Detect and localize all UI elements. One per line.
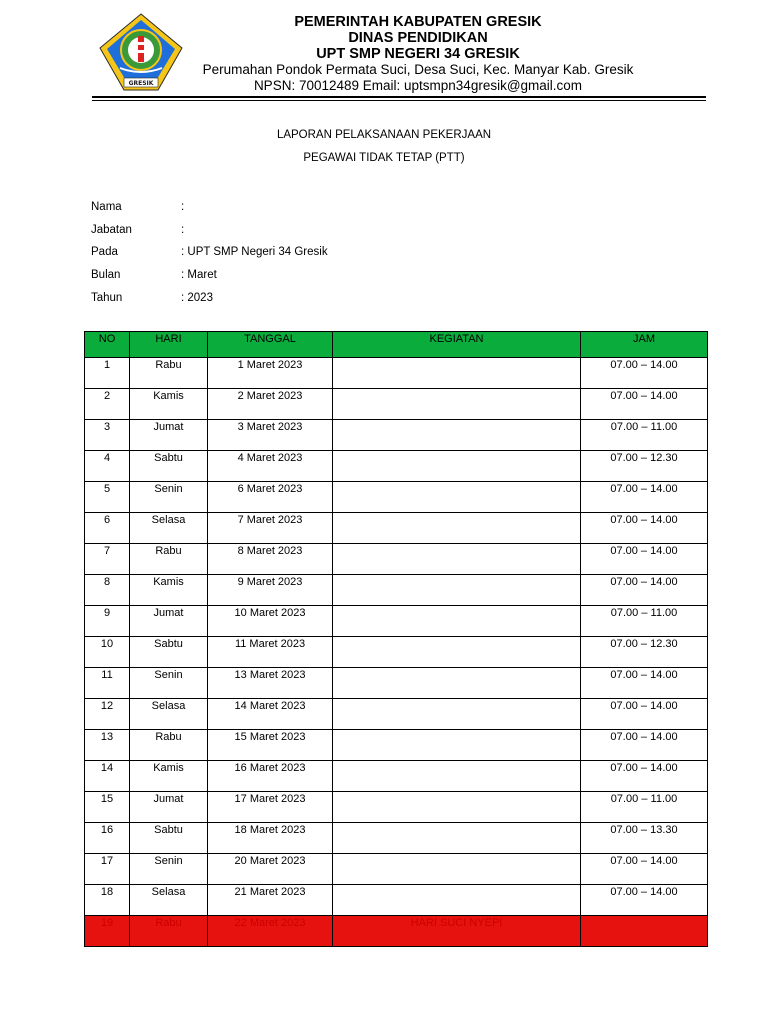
cell-no: 15: [85, 792, 130, 823]
cell-tanggal: 14 Maret 2023: [208, 699, 333, 730]
cell-tanggal: 13 Maret 2023: [208, 668, 333, 699]
school-name: UPT SMP NEGERI 34 GRESIK: [316, 46, 520, 62]
government-name: PEMERINTAH KABUPATEN GRESIK: [294, 14, 542, 30]
field-label: Pada: [91, 246, 118, 259]
letterhead-divider-thick: [92, 96, 706, 98]
cell-kegiatan: [333, 730, 581, 761]
table-row: [85, 575, 708, 606]
table-row: [85, 668, 708, 699]
cell-jam: [581, 916, 708, 947]
cell-kegiatan: [333, 854, 581, 885]
cell-tanggal: 6 Maret 2023: [208, 482, 333, 513]
cell-tanggal: 1 Maret 2023: [208, 358, 333, 389]
cell-hari: Senin: [130, 668, 208, 699]
cell-kegiatan: [333, 637, 581, 668]
cell-hari: Rabu: [130, 916, 208, 947]
cell-kegiatan: [333, 451, 581, 482]
cell-no: 3: [85, 420, 130, 451]
field-value: : UPT SMP Negeri 34 Gresik: [181, 246, 328, 259]
identity-fields: [91, 196, 328, 309]
field-value: :: [181, 201, 185, 214]
cell-no: 12: [85, 699, 130, 730]
cell-jam: 07.00 – 14.00: [581, 730, 708, 761]
letterhead-divider-thin: [92, 100, 706, 101]
cell-hari: Sabtu: [130, 823, 208, 854]
table-body: [85, 358, 708, 947]
cell-hari: Kamis: [130, 761, 208, 792]
field-value: :: [181, 223, 185, 236]
cell-jam: 07.00 – 11.00: [581, 420, 708, 451]
column-header-no: NO: [85, 332, 130, 358]
cell-kegiatan: [333, 513, 581, 544]
cell-tanggal: 20 Maret 2023: [208, 854, 333, 885]
table-row: [85, 885, 708, 916]
cell-hari: Sabtu: [130, 451, 208, 482]
cell-jam: 07.00 – 12.30: [581, 451, 708, 482]
cell-kegiatan: [333, 761, 581, 792]
cell-hari: Kamis: [130, 389, 208, 420]
field-label: Bulan: [91, 269, 121, 282]
report-subtitle: PEGAWAI TIDAK TETAP (PTT): [303, 152, 465, 164]
table-header-row: [85, 332, 708, 358]
field-jabatan: [91, 219, 328, 242]
cell-jam: 07.00 – 14.00: [581, 854, 708, 885]
table-row: [85, 637, 708, 668]
cell-kegiatan: [333, 358, 581, 389]
cell-tanggal: 2 Maret 2023: [208, 389, 333, 420]
cell-hari: Selasa: [130, 885, 208, 916]
cell-tanggal: 11 Maret 2023: [208, 637, 333, 668]
table-row: [85, 389, 708, 420]
table-row: [85, 451, 708, 482]
field-pada: [91, 241, 328, 264]
cell-hari: Rabu: [130, 544, 208, 575]
cell-kegiatan: [333, 389, 581, 420]
cell-no: 10: [85, 637, 130, 668]
department-name: DINAS PENDIDIKAN: [348, 30, 488, 46]
cell-jam: 07.00 – 14.00: [581, 358, 708, 389]
cell-no: 11: [85, 668, 130, 699]
cell-tanggal: 10 Maret 2023: [208, 606, 333, 637]
table-row: [85, 854, 708, 885]
cell-no: 1: [85, 358, 130, 389]
table-row: [85, 761, 708, 792]
cell-tanggal: 22 Maret 2023: [208, 916, 333, 947]
cell-hari: Jumat: [130, 420, 208, 451]
field-value: : 2023: [181, 291, 213, 304]
field-label: Nama: [91, 201, 122, 214]
cell-kegiatan: [333, 699, 581, 730]
cell-jam: 07.00 – 14.00: [581, 482, 708, 513]
cell-tanggal: 7 Maret 2023: [208, 513, 333, 544]
cell-hari: Sabtu: [130, 637, 208, 668]
field-bulan: [91, 264, 328, 287]
cell-kegiatan: HARI SUCI NYEPI: [333, 916, 581, 947]
field-label: Tahun: [91, 291, 123, 304]
cell-jam: 07.00 – 13.30: [581, 823, 708, 854]
school-address: Perumahan Pondok Permata Suci, Desa Suci, Kec. Manyar Kab. Gresik: [202, 62, 634, 77]
field-value: : Maret: [181, 269, 217, 282]
column-header-kegiatan: KEGIATAN: [333, 332, 581, 358]
cell-hari: Jumat: [130, 792, 208, 823]
table-row: [85, 823, 708, 854]
field-tahun: [91, 286, 328, 309]
cell-jam: 07.00 – 14.00: [581, 761, 708, 792]
cell-tanggal: 21 Maret 2023: [208, 885, 333, 916]
table-row: [85, 606, 708, 637]
cell-hari: Senin: [130, 482, 208, 513]
cell-tanggal: 17 Maret 2023: [208, 792, 333, 823]
table-row: [85, 482, 708, 513]
cell-no: 18: [85, 885, 130, 916]
school-contact: NPSN: 70012489 Email: uptsmpn34gresik@gmail.com: [253, 78, 583, 93]
table-row: [85, 544, 708, 575]
column-header-hari: HARI: [130, 332, 208, 358]
cell-no: 7: [85, 544, 130, 575]
cell-jam: 07.00 – 14.00: [581, 513, 708, 544]
field-label: Jabatan: [91, 223, 132, 236]
cell-no: 6: [85, 513, 130, 544]
cell-kegiatan: [333, 823, 581, 854]
table-row: [85, 699, 708, 730]
cell-tanggal: 8 Maret 2023: [208, 544, 333, 575]
table-row: [85, 513, 708, 544]
cell-hari: Kamis: [130, 575, 208, 606]
gresik-regency-logo: [98, 12, 184, 92]
cell-tanggal: 9 Maret 2023: [208, 575, 333, 606]
column-header-tanggal: TANGGAL: [208, 332, 333, 358]
cell-no: 2: [85, 389, 130, 420]
cell-hari: Jumat: [130, 606, 208, 637]
cell-no: 17: [85, 854, 130, 885]
cell-hari: Selasa: [130, 699, 208, 730]
column-header-jam: JAM: [581, 332, 708, 358]
cell-no: 8: [85, 575, 130, 606]
table-row: [85, 358, 708, 389]
cell-jam: 07.00 – 14.00: [581, 575, 708, 606]
cell-tanggal: 16 Maret 2023: [208, 761, 333, 792]
letterhead: [188, 14, 648, 94]
cell-tanggal: 18 Maret 2023: [208, 823, 333, 854]
cell-kegiatan: [333, 668, 581, 699]
logo-text: GRESIK: [128, 80, 154, 87]
cell-jam: 07.00 – 14.00: [581, 544, 708, 575]
cell-no: 9: [85, 606, 130, 637]
cell-jam: 07.00 – 14.00: [581, 699, 708, 730]
cell-tanggal: 4 Maret 2023: [208, 451, 333, 482]
table-row-holiday: [85, 916, 708, 947]
cell-kegiatan: [333, 420, 581, 451]
cell-tanggal: 15 Maret 2023: [208, 730, 333, 761]
table-row: [85, 420, 708, 451]
cell-kegiatan: [333, 606, 581, 637]
field-nama: [91, 196, 328, 219]
cell-hari: Rabu: [130, 730, 208, 761]
cell-jam: 07.00 – 12.30: [581, 637, 708, 668]
cell-kegiatan: [333, 792, 581, 823]
cell-no: 14: [85, 761, 130, 792]
cell-hari: Rabu: [130, 358, 208, 389]
cell-jam: 07.00 – 11.00: [581, 606, 708, 637]
cell-no: 4: [85, 451, 130, 482]
cell-jam: 07.00 – 14.00: [581, 389, 708, 420]
cell-no: 16: [85, 823, 130, 854]
cell-kegiatan: [333, 544, 581, 575]
table-row: [85, 730, 708, 761]
cell-no: 13: [85, 730, 130, 761]
activity-table: [84, 331, 708, 947]
cell-no: 19: [85, 916, 130, 947]
cell-kegiatan: [333, 482, 581, 513]
cell-hari: Senin: [130, 854, 208, 885]
cell-jam: 07.00 – 11.00: [581, 792, 708, 823]
table-row: [85, 792, 708, 823]
report-title: LAPORAN PELAKSANAAN PEKERJAAN: [276, 129, 492, 141]
cell-jam: 07.00 – 14.00: [581, 885, 708, 916]
cell-hari: Selasa: [130, 513, 208, 544]
cell-kegiatan: [333, 885, 581, 916]
cell-no: 5: [85, 482, 130, 513]
cell-jam: 07.00 – 14.00: [581, 668, 708, 699]
cell-kegiatan: [333, 575, 581, 606]
cell-tanggal: 3 Maret 2023: [208, 420, 333, 451]
